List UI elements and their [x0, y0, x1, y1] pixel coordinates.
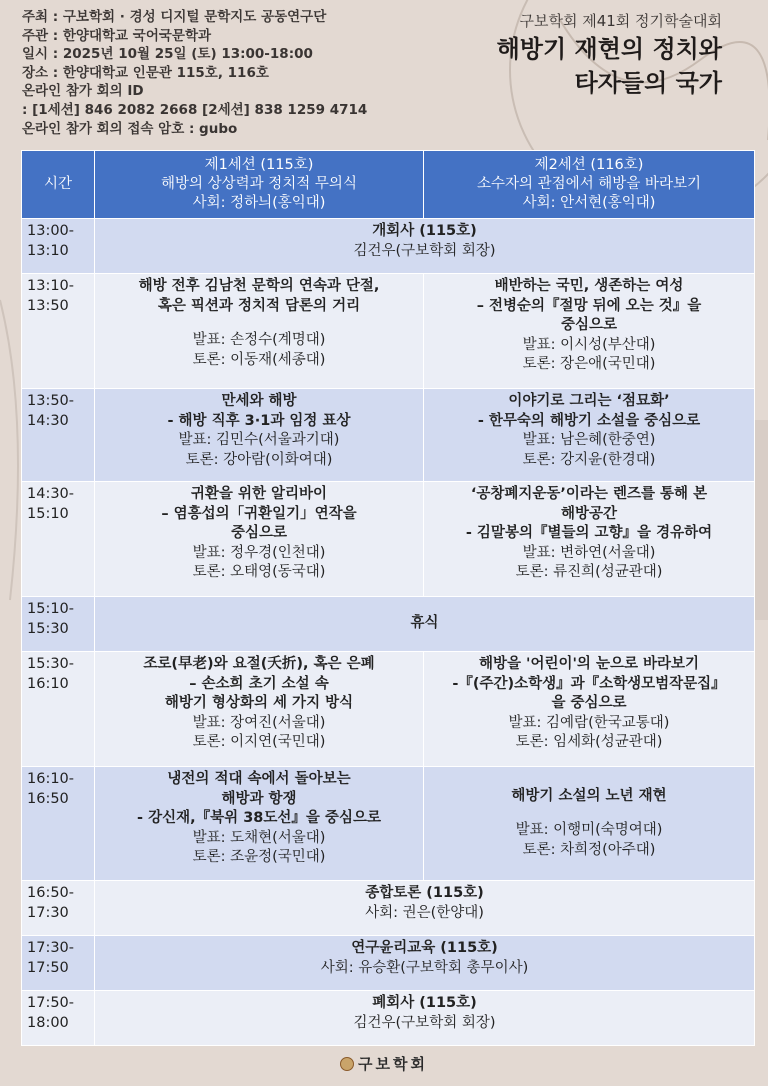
paper-title: 해방기 형상화의 세 가지 방식 [164, 695, 354, 711]
society-logo [0, 1053, 768, 1074]
paper-title: 이야기로 그리는 ‘점묘화’ [508, 393, 670, 409]
plenary-cell [95, 219, 755, 274]
date-text: 일시 : 2025년 10월 25일 (토) 13:00-18:00 [22, 46, 313, 63]
row-time: 15:10- 15:30 [22, 597, 95, 652]
paper-title: - 해방 직후 3·1과 임정 표상 [167, 412, 351, 429]
paper-title: - 한무숙의 해방기 소설을 중심으로 [477, 412, 701, 429]
logo-text: 구보학회 [358, 1055, 428, 1073]
event-title-line1: 해방기 재현의 정치와 [496, 35, 722, 63]
discussant: 토론: 장은애(국민대) [522, 356, 656, 372]
paper-title: 을 중심으로 [551, 695, 627, 711]
row-time: 17:30- 17:50 [22, 936, 95, 991]
session1-cell [95, 767, 424, 881]
session2-header [424, 151, 755, 219]
paper-title: 귀환을 위한 알리바이 [190, 486, 328, 502]
time-header: 시간 [22, 151, 95, 219]
paper-title: 배반하는 국민, 생존하는 여성 [494, 278, 684, 294]
paper-title: 조로(早老)와 요절(夭折), 혹은 은폐 [143, 656, 375, 672]
session1-chair: 사회: 정하늬(홍익대) [192, 195, 326, 211]
row-time: 14:30- 15:10 [22, 482, 95, 597]
presenter: 발표: 장여진(서울대) [192, 714, 326, 731]
discussant: 토론: 류진희(성균관대) [515, 564, 663, 580]
break-title: 휴식 [410, 615, 439, 632]
session2-cell [424, 767, 755, 881]
event-title-line2: 타자들의 국가 [574, 69, 722, 97]
plenary-cell [95, 936, 755, 991]
plenary-title: 폐회사 (115호) [372, 995, 477, 1011]
paper-title: 중심으로 [230, 525, 288, 541]
row-time: 17:50- 18:00 [22, 991, 95, 1046]
paper-title: 해방공간 [560, 505, 618, 522]
event-heading [497, 10, 722, 100]
paper-title: – 전병순의『절망 뒤에 오는 것』을 [476, 297, 702, 314]
session2-name: 제2세션 (116호) [534, 157, 644, 173]
row-time: 15:30- 16:10 [22, 652, 95, 767]
paper-title: – 손소희 초기 소설 속 [189, 675, 329, 692]
table-row [22, 389, 755, 482]
session1-cell [95, 274, 424, 389]
schedule-header-row [22, 151, 755, 219]
paper-title: 만세와 해방 [221, 393, 297, 409]
discussant: 토론: 임세화(성균관대) [515, 734, 663, 750]
session2-cell [424, 389, 755, 482]
paper-title: 냉전의 적대 속에서 돌아보는 [167, 771, 351, 787]
discussant: 토론: 강지윤(한경대) [522, 451, 656, 468]
online-password: 온라인 참가 회의 접속 암호 : gubo [22, 120, 238, 137]
discussant: 토론: 이지연(국민대) [192, 734, 326, 750]
plenary-title: 개회사 (115호) [372, 223, 477, 239]
session1-cell [95, 389, 424, 482]
online-id-label: 온라인 참가 회의 ID [22, 83, 144, 100]
table-row [22, 597, 755, 652]
session2-cell [424, 652, 755, 767]
discussant: 토론: 이동재(세종대) [192, 351, 326, 368]
discussant: 토론: 조윤정(국민대) [192, 849, 326, 865]
paper-title: 해방기 소설의 노년 재현 [511, 787, 667, 804]
table-row [22, 274, 755, 389]
presenter: 발표: 정우경(인천대) [192, 544, 326, 561]
paper-title: 혹은 픽션과 정치적 담론의 거리 [157, 297, 361, 314]
online-ids: : [1세션] 846 2082 2668 [2세션] 838 1259 4714 [22, 101, 368, 118]
paper-title: - 강신재,『북위 38도선』을 중심으로 [137, 810, 381, 826]
session1-header [95, 151, 424, 219]
table-row [22, 482, 755, 597]
presenter: 발표: 손정수(계명대) [192, 332, 326, 348]
row-time: 13:10- 13:50 [22, 274, 95, 389]
paper-title: 해방 전후 김남천 문학의 연속과 단절, [138, 278, 380, 294]
table-row [22, 652, 755, 767]
session1-theme: 해방의 상상력과 정치적 무의식 [161, 176, 357, 192]
organizer-text: 주관 : 한양대학교 국어국문학과 [22, 27, 212, 44]
session1-name: 제1세션 (115호) [204, 157, 314, 173]
presenter: 발표: 도채현(서울대) [192, 829, 326, 846]
session1-cell [95, 482, 424, 597]
discussant: 토론: 차희정(아주대) [522, 841, 656, 858]
presenter: 발표: 김민수(서울과기대) [178, 432, 340, 448]
row-time: 13:00- 13:10 [22, 219, 95, 274]
row-time: 13:50- 14:30 [22, 389, 95, 482]
paper-title: - 김말봉의『별들의 고향』을 경유하여 [465, 525, 713, 541]
session1-cell [95, 652, 424, 767]
table-row [22, 991, 755, 1046]
row-time: 16:50- 17:30 [22, 881, 95, 936]
paper-title: -『(주간)소학생』과『소학생모범작문집』 [452, 675, 726, 692]
session2-theme: 소수자의 관점에서 해방을 바라보기 [477, 176, 701, 192]
logo-mark-icon [340, 1057, 354, 1071]
plenary-sub: 김건우(구보학회 회장) [353, 242, 496, 259]
paper-title: 해방과 항쟁 [221, 790, 297, 807]
table-row [22, 219, 755, 274]
table-row [22, 767, 755, 881]
plenary-cell [95, 991, 755, 1046]
row-time: 16:10- 16:50 [22, 767, 95, 881]
session2-cell [424, 274, 755, 389]
paper-title: ‘공창폐지운동’이라는 렌즈를 통해 본 [470, 486, 708, 502]
discussant: 토론: 강아람(이화여대) [185, 451, 333, 468]
presenter: 발표: 김예람(한국교통대) [508, 714, 670, 731]
plenary-cell [95, 597, 755, 652]
place-text: 장소 : 한양대학교 인문관 115호, 116호 [22, 64, 269, 81]
discussant: 토론: 오태영(동국대) [192, 564, 326, 580]
session2-chair: 사회: 안서현(홍익대) [522, 195, 656, 211]
plenary-sub: 사회: 유승환(구보학회 총무이사) [320, 959, 529, 976]
presenter: 발표: 이시성(부산대) [522, 336, 656, 353]
paper-title: 중심으로 [560, 317, 618, 333]
paper-title: – 염흥섭의「귀환일기」연작을 [161, 505, 357, 522]
table-row [22, 881, 755, 936]
event-subtitle: 구보학회 제41회 정기학술대회 [519, 12, 722, 30]
event-info [22, 8, 367, 138]
schedule-table [21, 150, 755, 1046]
host-text: 주최 : 구보학회 · 경성 디지털 문학지도 공동연구단 [22, 9, 327, 25]
table-row [22, 936, 755, 991]
session2-cell [424, 482, 755, 597]
presenter: 발표: 이행미(숙명여대) [515, 822, 663, 839]
plenary-cell [95, 881, 755, 936]
plenary-sub: 사회: 권은(한양대) [365, 904, 484, 921]
paper-title: 해방을 '어린이'의 눈으로 바라보기 [478, 656, 700, 672]
plenary-title: 종합토론 (115호) [365, 885, 484, 901]
presenter: 발표: 변하연(서울대) [522, 544, 656, 561]
plenary-sub: 김건우(구보학회 회장) [353, 1014, 496, 1031]
plenary-title: 연구윤리교육 (115호) [351, 940, 498, 956]
presenter: 발표: 남은혜(한중연) [522, 432, 656, 448]
